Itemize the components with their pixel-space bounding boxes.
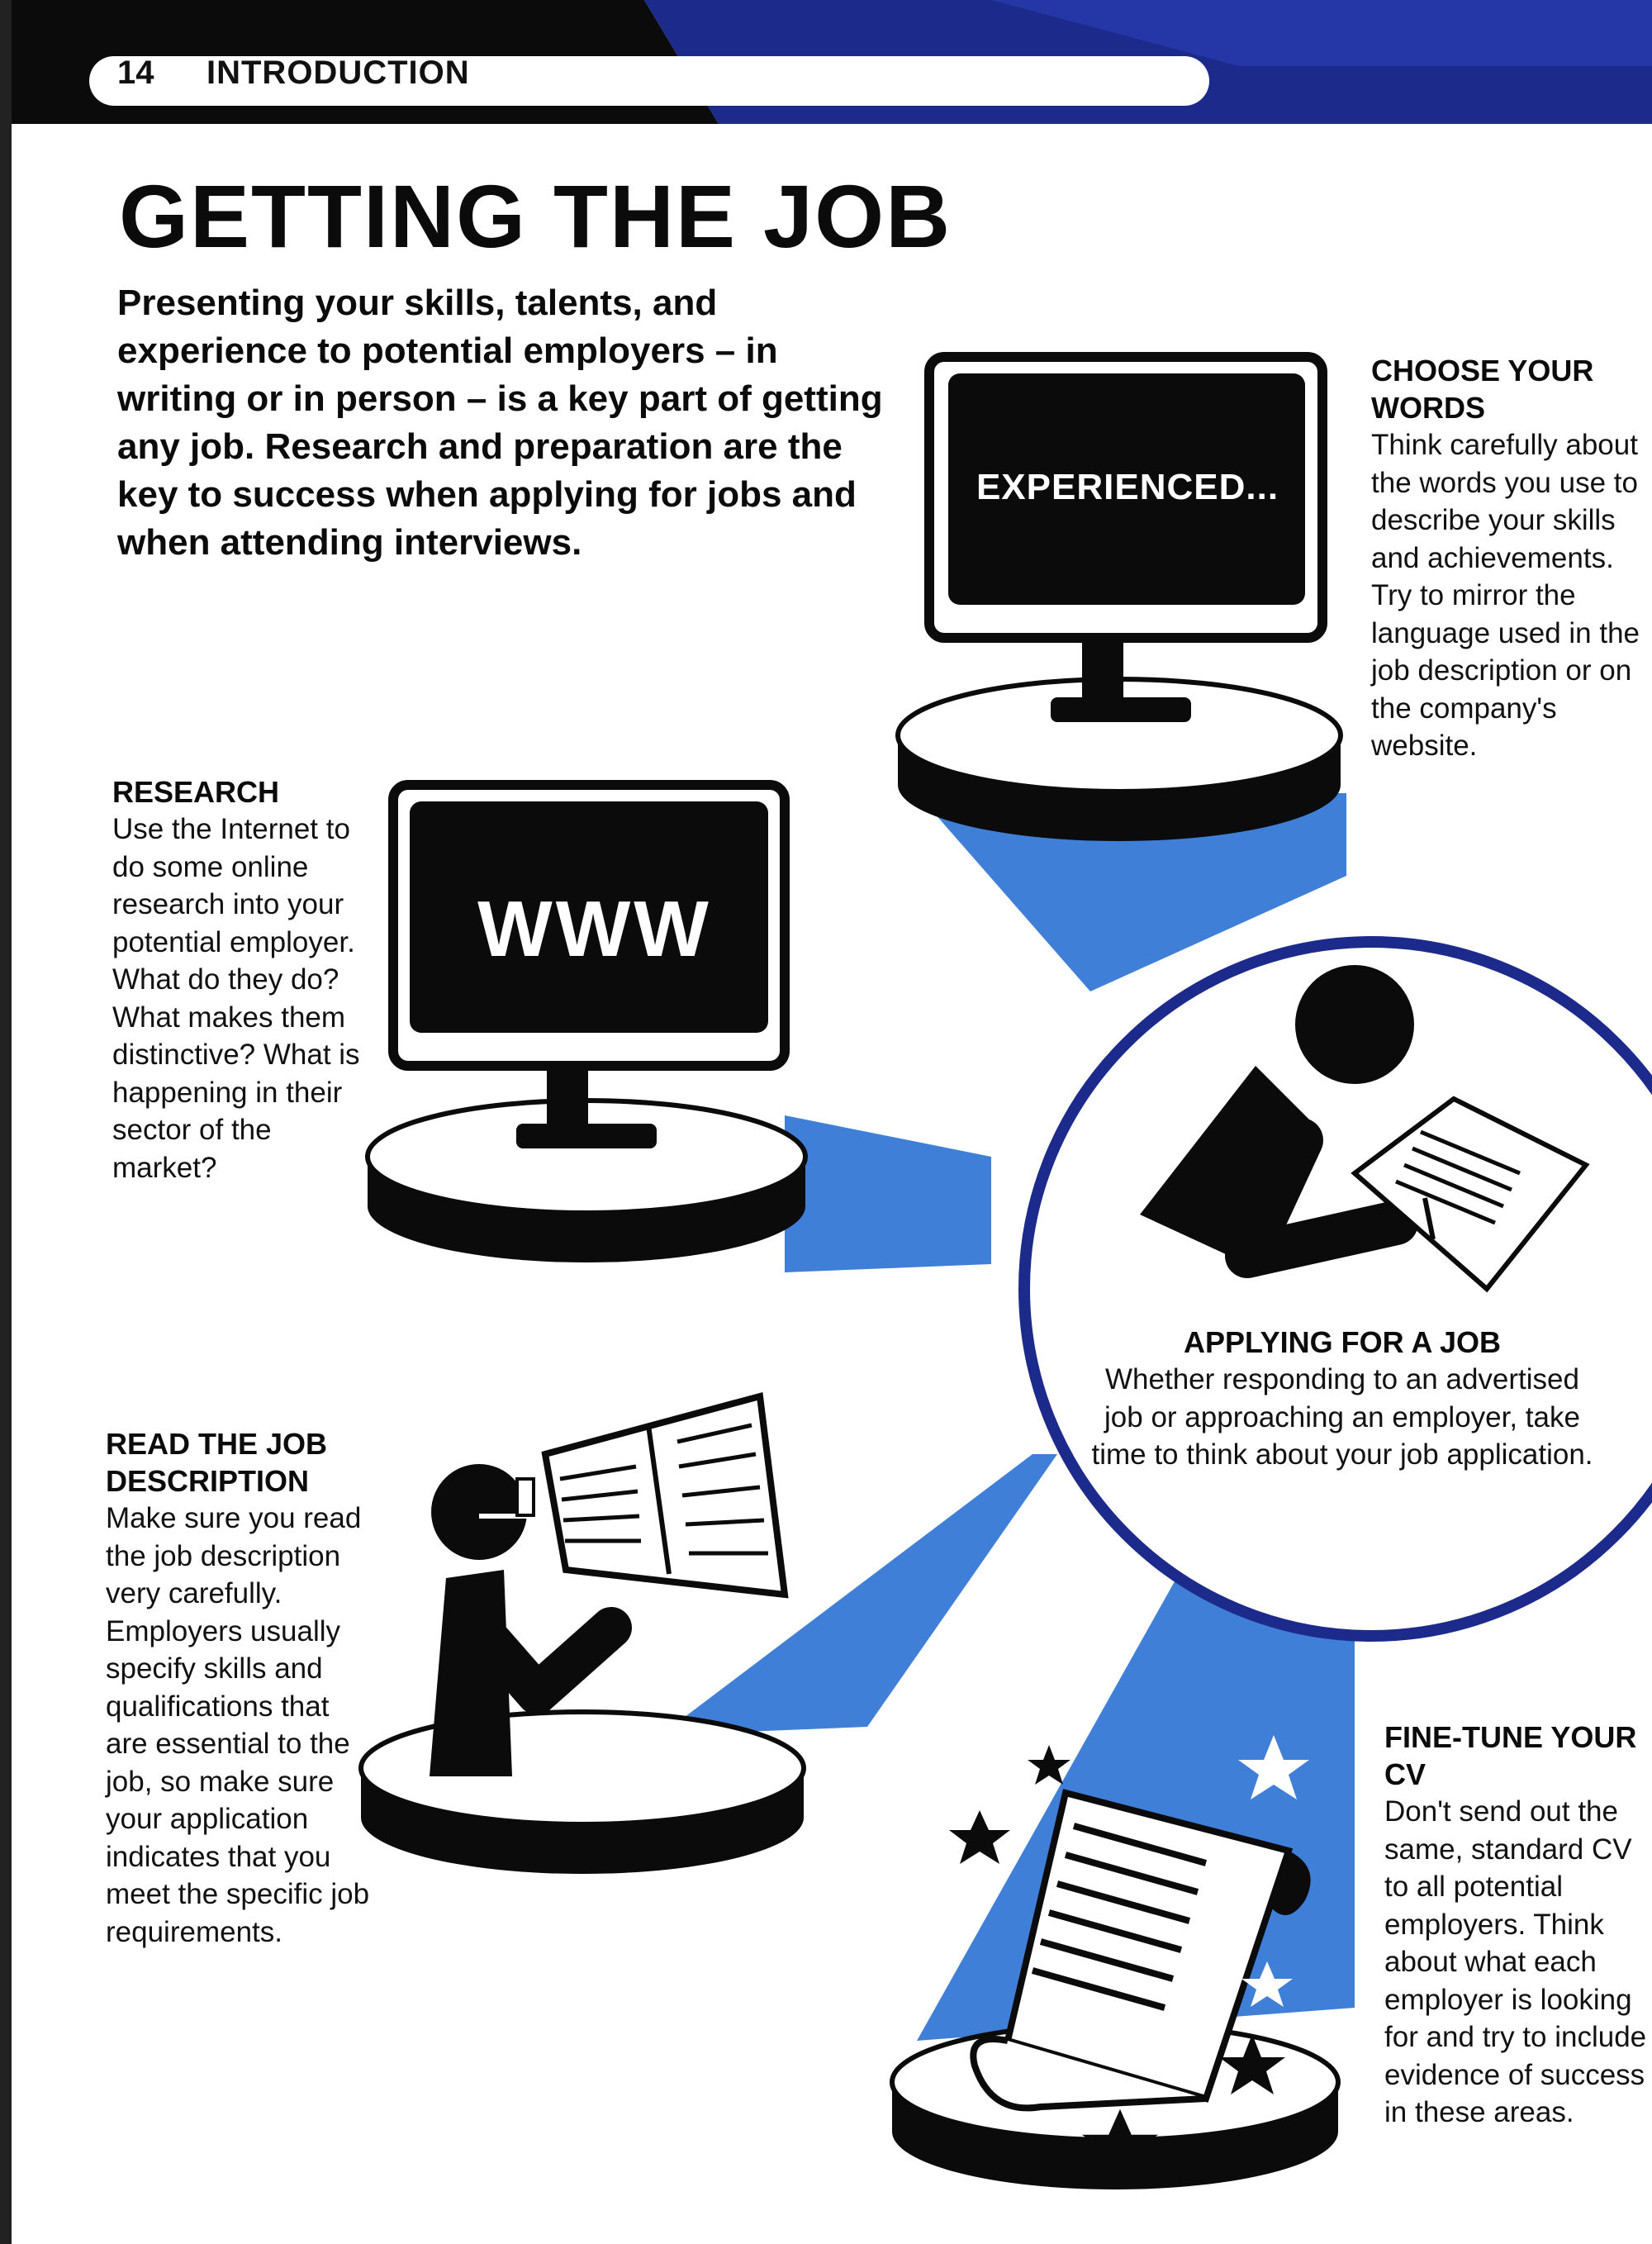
research-body: Use the Internet to do some online research into your potential employer. What do they do? What makes them distinctive? What is happening in their sector of the market? (112, 813, 360, 1184)
research-screen-text: WWW (477, 885, 712, 973)
page-number: 14 (117, 55, 154, 91)
words-monitor-icon (898, 357, 1341, 841)
read-job-description-section (106, 1425, 370, 1951)
research-section (112, 773, 377, 1186)
choose-words-section (1371, 352, 1652, 765)
section-header: INTRODUCTION (206, 55, 470, 91)
research-monitor-icon (368, 785, 805, 1262)
page-title: GETTING THE JOB (119, 166, 952, 266)
star-icon (949, 1810, 1010, 1864)
read-job-description-heading: READ THE JOB DESCRIPTION (106, 1427, 328, 1498)
words-screen-text: EXPERIENCED... (976, 467, 1279, 507)
fine-tune-heading: FINE-TUNE YOUR CV (1384, 1720, 1637, 1791)
read-job-description-body: Make sure you read the job description very carefully. Employers usually specify skills and qualifications that are essential to the job, so make sure your application indicates that you meet the specific job requirements. (106, 1502, 370, 1948)
person-reading-icon (361, 1396, 804, 1874)
fine-tune-section (1384, 1719, 1652, 2132)
applying-section (1090, 1324, 1594, 1474)
fine-tune-body: Don't send out the same, standard CV to all potential employers. Think about what each employer is looking for and try to include evidence of success in these areas. (1384, 1795, 1647, 2128)
intro-paragraph: Presenting your skills, talents, and experience to potential employers – in writing or in person – is a key part of getting any job. Research and preparation are the key to success when applying for jobs and when attending interviews. (117, 283, 883, 563)
choose-words-body: Think carefully about the words you use to describe your skills and achievements. Try to mirror the language used in the job description or on the company's website. (1371, 429, 1640, 762)
research-heading: RESEARCH (112, 775, 280, 809)
applying-body: Whether responding to an advertised job or approaching an employer, take time to think about your job application. (1091, 1363, 1593, 1471)
choose-words-heading: CHOOSE YOUR WORDS (1371, 354, 1594, 425)
applying-heading: APPLYING FOR A JOB (1183, 1325, 1502, 1359)
